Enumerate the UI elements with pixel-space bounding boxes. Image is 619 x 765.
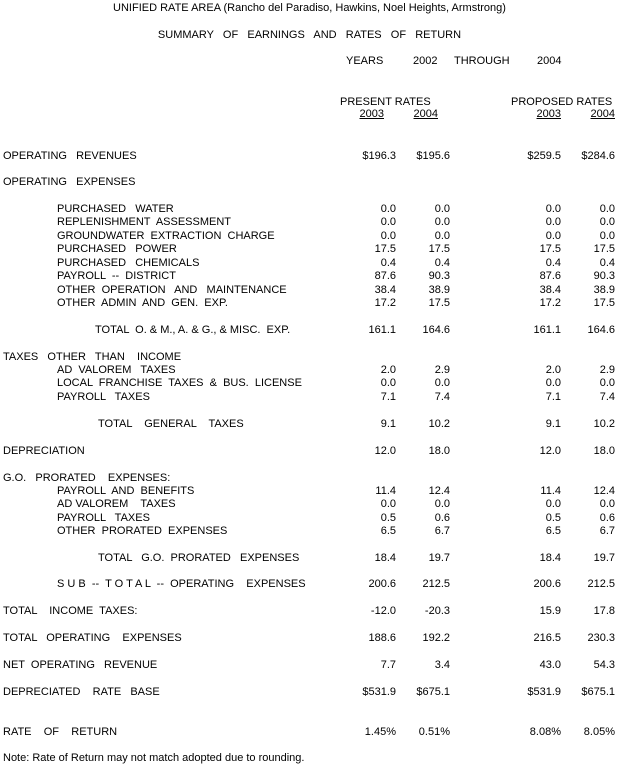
row-value: 18.4 [539, 552, 561, 564]
row-label: S U B -- T O T A L -- OPERATING EXPENSES [57, 578, 306, 590]
row-value: 38.9 [593, 284, 615, 296]
row-label: REPLENISHMENT ASSESSMENT [57, 216, 232, 228]
row-value: $195.6 [416, 150, 450, 162]
row-value: 6.7 [599, 525, 615, 537]
row-value: 0.4 [434, 257, 450, 269]
row-value: 6.7 [434, 525, 450, 537]
row-label: PAYROLL TAXES [57, 512, 150, 524]
row-value: 2.0 [545, 364, 561, 376]
row-value: 38.4 [539, 284, 561, 296]
row-value: 0.0 [380, 230, 396, 242]
row-value: 0.4 [380, 257, 396, 269]
row-value: 0.0 [380, 216, 396, 228]
row-value: 90.3 [593, 270, 615, 282]
row-value: 7.4 [434, 391, 450, 403]
row-value: 17.5 [374, 243, 396, 255]
row-label: DEPRECIATION [3, 445, 85, 457]
row-value: 2.9 [434, 364, 450, 376]
row-value: 3.4 [434, 659, 450, 671]
row-label: AD VALOREM TAXES [57, 364, 176, 376]
row-label: OTHER ADMIN AND GEN. EXP. [57, 297, 228, 309]
row-value: 0.4 [545, 257, 561, 269]
row-label: LOCAL FRANCHISE TAXES & BUS. LICENSE [57, 377, 302, 389]
row-value: -12.0 [370, 605, 396, 617]
row-value: 17.5 [593, 243, 615, 255]
row-value: 17.2 [539, 297, 561, 309]
row-label: TAXES OTHER THAN INCOME [3, 351, 182, 363]
page-subtitle: SUMMARY OF EARNINGS AND RATES OF RETURN [157, 29, 462, 41]
row-value: 0.0 [599, 216, 615, 228]
row-label: TOTAL INCOME TAXES: [3, 605, 138, 617]
present-rates-header: PRESENT RATES [340, 96, 431, 108]
row-value: 12.0 [539, 445, 561, 457]
row-value: 0.0 [545, 377, 561, 389]
row-value: 0.51% [418, 726, 450, 738]
row-value: 1.45% [364, 726, 396, 738]
row-value: 17.5 [428, 243, 450, 255]
row-label: OPERATING REVENUES [3, 150, 137, 162]
present-2003-header: 2003 [359, 108, 384, 120]
row-value: 161.1 [533, 324, 561, 336]
row-value: 17.5 [428, 297, 450, 309]
row-value: 38.9 [428, 284, 450, 296]
row-value: 164.6 [422, 324, 450, 336]
row-label: TOTAL GENERAL TAXES [98, 418, 244, 430]
row-value: 8.08% [529, 726, 561, 738]
row-value: 7.1 [380, 391, 396, 403]
row-value: $675.1 [416, 686, 450, 698]
row-value: 12.0 [374, 445, 396, 457]
row-label: OTHER PRORATED EXPENSES [57, 525, 228, 537]
row-label: NET OPERATING REVENUE [3, 659, 158, 671]
row-value: 2.9 [599, 364, 615, 376]
year-from: 2002 [413, 55, 438, 67]
row-value: 6.5 [545, 525, 561, 537]
row-label: OPERATING EXPENSES [3, 176, 136, 188]
row-value: 0.0 [599, 377, 615, 389]
row-label: RATE OF RETURN [3, 726, 118, 738]
row-value: $531.9 [527, 686, 561, 698]
row-value: 18.0 [593, 445, 615, 457]
row-value: 0.0 [545, 230, 561, 242]
row-value: 17.5 [539, 243, 561, 255]
row-value: $284.6 [581, 150, 615, 162]
row-label: G.O. PRORATED EXPENSES: [3, 472, 171, 484]
row-value: 19.7 [593, 552, 615, 564]
row-label: PAYROLL AND BENEFITS [57, 485, 195, 497]
row-value: $196.3 [362, 150, 396, 162]
row-value: 212.5 [587, 578, 615, 590]
row-value: 17.5 [593, 297, 615, 309]
row-value: 0.0 [434, 498, 450, 510]
row-value: 7.4 [599, 391, 615, 403]
years-label: YEARS [346, 55, 384, 67]
row-value: 38.4 [374, 284, 396, 296]
row-value: 0.0 [434, 230, 450, 242]
row-label: PURCHASED WATER [57, 203, 174, 215]
row-value: 15.9 [539, 605, 561, 617]
row-value: 0.0 [434, 203, 450, 215]
proposed-2003-header: 2003 [536, 108, 561, 120]
row-value: 12.4 [593, 485, 615, 497]
page-title: UNIFIED RATE AREA (Rancho del Paradiso, Hawkins, Noel Heights, Armstrong) [113, 2, 506, 14]
row-value: 19.7 [428, 552, 450, 564]
row-value: 87.6 [374, 270, 396, 282]
row-value: -20.3 [424, 605, 450, 617]
row-label: AD VALOREM TAXES [57, 498, 176, 510]
row-value: 0.5 [545, 512, 561, 524]
row-value: 0.0 [434, 216, 450, 228]
row-value: 200.6 [533, 578, 561, 590]
row-value: 7.1 [545, 391, 561, 403]
row-label: GROUNDWATER EXTRACTION CHARGE [57, 230, 275, 242]
row-value: 18.0 [428, 445, 450, 457]
row-value: 18.4 [374, 552, 396, 564]
row-value: 17.2 [374, 297, 396, 309]
footnote: Note: Rate of Return may not match adopted due to rounding. [3, 752, 305, 764]
row-label: OTHER OPERATION AND MAINTENANCE [57, 284, 287, 296]
row-value: 0.0 [599, 230, 615, 242]
row-value: 0.0 [599, 203, 615, 215]
row-value: 0.0 [434, 377, 450, 389]
row-value: 192.2 [422, 632, 450, 644]
row-label: DEPRECIATED RATE BASE [3, 686, 160, 698]
row-value: 87.6 [539, 270, 561, 282]
row-label: PAYROLL TAXES [57, 391, 150, 403]
row-value: 12.4 [428, 485, 450, 497]
row-label: TOTAL OPERATING EXPENSES [3, 632, 182, 644]
row-value: 188.6 [368, 632, 396, 644]
row-value: 11.4 [540, 485, 561, 497]
row-value: 6.5 [380, 525, 396, 537]
row-value: 2.0 [380, 364, 396, 376]
row-value: 0.4 [599, 257, 615, 269]
present-2004-header: 2004 [413, 108, 438, 120]
row-value: 164.6 [587, 324, 615, 336]
row-value: 0.0 [380, 203, 396, 215]
through-label: THROUGH [454, 55, 510, 67]
row-value: 0.5 [380, 512, 396, 524]
row-value: $531.9 [362, 686, 396, 698]
row-value: 10.2 [593, 418, 615, 430]
row-value: 200.6 [368, 578, 396, 590]
row-value: 0.0 [545, 203, 561, 215]
row-value: 230.3 [587, 632, 615, 644]
row-value: 9.1 [380, 418, 396, 430]
row-value: 9.1 [545, 418, 561, 430]
row-value: 8.05% [583, 726, 615, 738]
year-to: 2004 [537, 55, 562, 67]
row-value: 212.5 [422, 578, 450, 590]
row-value: 0.0 [545, 216, 561, 228]
row-value: 90.3 [428, 270, 450, 282]
row-value: $259.5 [527, 150, 561, 162]
row-value: 7.7 [380, 659, 396, 671]
row-value: 11.4 [375, 485, 396, 497]
proposed-rates-header: PROPOSED RATES [511, 96, 613, 108]
row-label: PURCHASED CHEMICALS [57, 257, 200, 269]
proposed-2004-header: 2004 [590, 108, 615, 120]
row-value: 0.6 [434, 512, 450, 524]
row-value: 0.0 [545, 498, 561, 510]
row-label: PAYROLL -- DISTRICT [57, 270, 176, 282]
row-value: 17.8 [593, 605, 615, 617]
row-label: TOTAL G.O. PRORATED EXPENSES [98, 552, 300, 564]
row-value: 43.0 [539, 659, 561, 671]
row-value: 54.3 [593, 659, 615, 671]
row-value: 216.5 [533, 632, 561, 644]
row-value: 0.0 [380, 498, 396, 510]
row-label: TOTAL O. & M., A. & G., & MISC. EXP. [95, 324, 291, 336]
row-value: 10.2 [428, 418, 450, 430]
row-label: PURCHASED POWER [57, 243, 177, 255]
row-value: 161.1 [368, 324, 396, 336]
row-value: 0.6 [599, 512, 615, 524]
row-value: 0.0 [599, 498, 615, 510]
row-value: $675.1 [581, 686, 615, 698]
row-value: 0.0 [380, 377, 396, 389]
